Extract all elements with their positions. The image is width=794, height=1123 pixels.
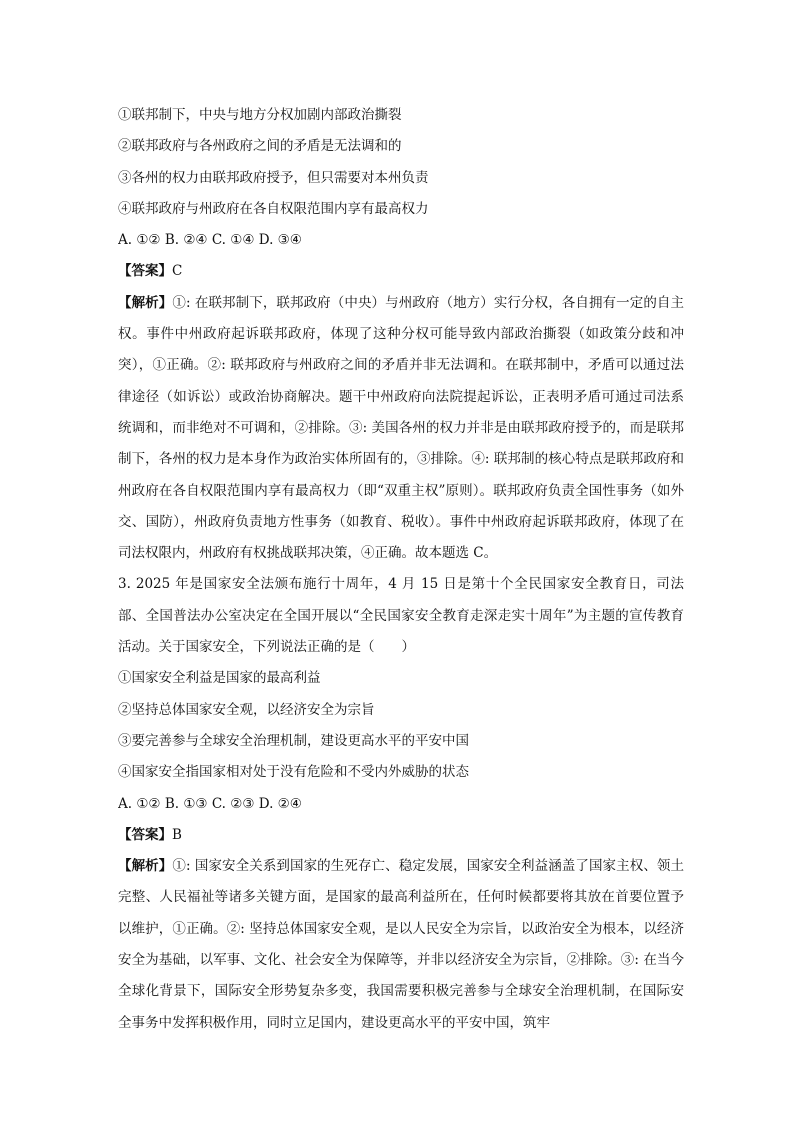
q3-stem: 3. 2025 年是国家安全法颁布施行十周年，4 月 15 日是第十个全民国家安全教育日，司法部、全国普法办公室决定在全国开展以“全民国家安全教育走深走实十周年”为主题的宣传教育活动。关于国家安全，下列说法正确的是（ ） [118,576,684,656]
q2-choices: A. ①② B. ②④ C. ①④ D. ③④ [118,232,302,249]
q3-option-4: ④国家安全指国家相对处于没有危险和不受内外威胁的状态 [118,764,469,781]
q3-option-1: ①国家安全利益是国家的最高利益 [118,670,321,687]
q3-choices: A. ①② B. ①③ C. ②③ D. ②④ [118,795,302,812]
answer-value: B [172,826,182,843]
q2-option-4: ④联邦政府与州政府在各自权限范围内享有最高权力 [118,200,429,217]
analysis-text: ①: 国家安全关系到国家的生死存亡、稳定发展，国家安全利益涵盖了国家主权、领土完整、人民福祉等诸多关键方面，是国家的最高利益所在，任何时候都要将其放在首要位置予以维护，①正确。②: 坚持总体国家安全观，是以人民安全为宗旨，以政治安全为根本，以经济安全为基础，以军事、文化、社会安全为保障等，并非以经济安全为宗旨，②排除。③: 在当今全球化背景下，国际安全形势复杂多变，我国需要积极完善参与全球安全治理机制，在国际安全事务中发挥积极作用，同时立足国内，建设更高水平的平安中国，筑牢 [118,858,684,1031]
q2-option-2: ②联邦政府与各州政府之间的矛盾是无法调和的 [118,138,402,155]
answer-value: C [172,263,183,280]
q3-answer [118,820,684,851]
q3-option-3: ③要完善参与全球安全治理机制，建设更高水平的平安中国 [118,732,469,749]
analysis-tag: 【解析】 [118,858,173,875]
answer-tag: 【答案】 [118,826,172,843]
q3-option-2: ②坚持总体国家安全观，以经济安全为宗旨 [118,701,375,718]
analysis-text: ①: 在联邦制下，联邦政府（中央）与州政府（地方）实行分权，各自拥有一定的自主权。事件中州政府起诉联邦政府，体现了这种分权可能导致内部政治撕裂（如政策分歧和冲突），①正确。②: 联邦政府与州政府之间的矛盾并非无法调和。在联邦制中，矛盾可以通过法律途径（如诉讼）或政治协商解决。题干中州政府向法院提起诉讼，正表明矛盾可通过司法系统调和，而非绝对不可调和，②排除。③: 美国各州的权力并非是由联邦政府授予的，而是联邦制下，各州的权力是本身作为政治实体所固有的，③排除。④: 联邦制的核心特点是联邦政府和州政府在各自权限范围内享有最高权力（即“双重主权”原则）。联邦政府负责全国性事务（如外交、国防），州政府负责地方性事务（如教育、税收）。事件中州政府起诉联邦政府，体现了在司法权限内，州政府有权挑战联邦决策，④正确。故本题选 C。 [118,294,684,562]
q2-answer [118,256,684,287]
q2-option-1: ①联邦制下，中央与地方分权加剧内部政治撕裂 [118,107,402,123]
q3-analysis [118,851,684,1039]
q2-analysis [118,288,684,570]
page-content [118,100,684,1039]
answer-tag: 【答案】 [118,263,172,280]
analysis-tag: 【解析】 [118,294,173,311]
q2-option-3: ③各州的权力由联邦政府授予，但只需要对本州负责 [118,169,429,186]
